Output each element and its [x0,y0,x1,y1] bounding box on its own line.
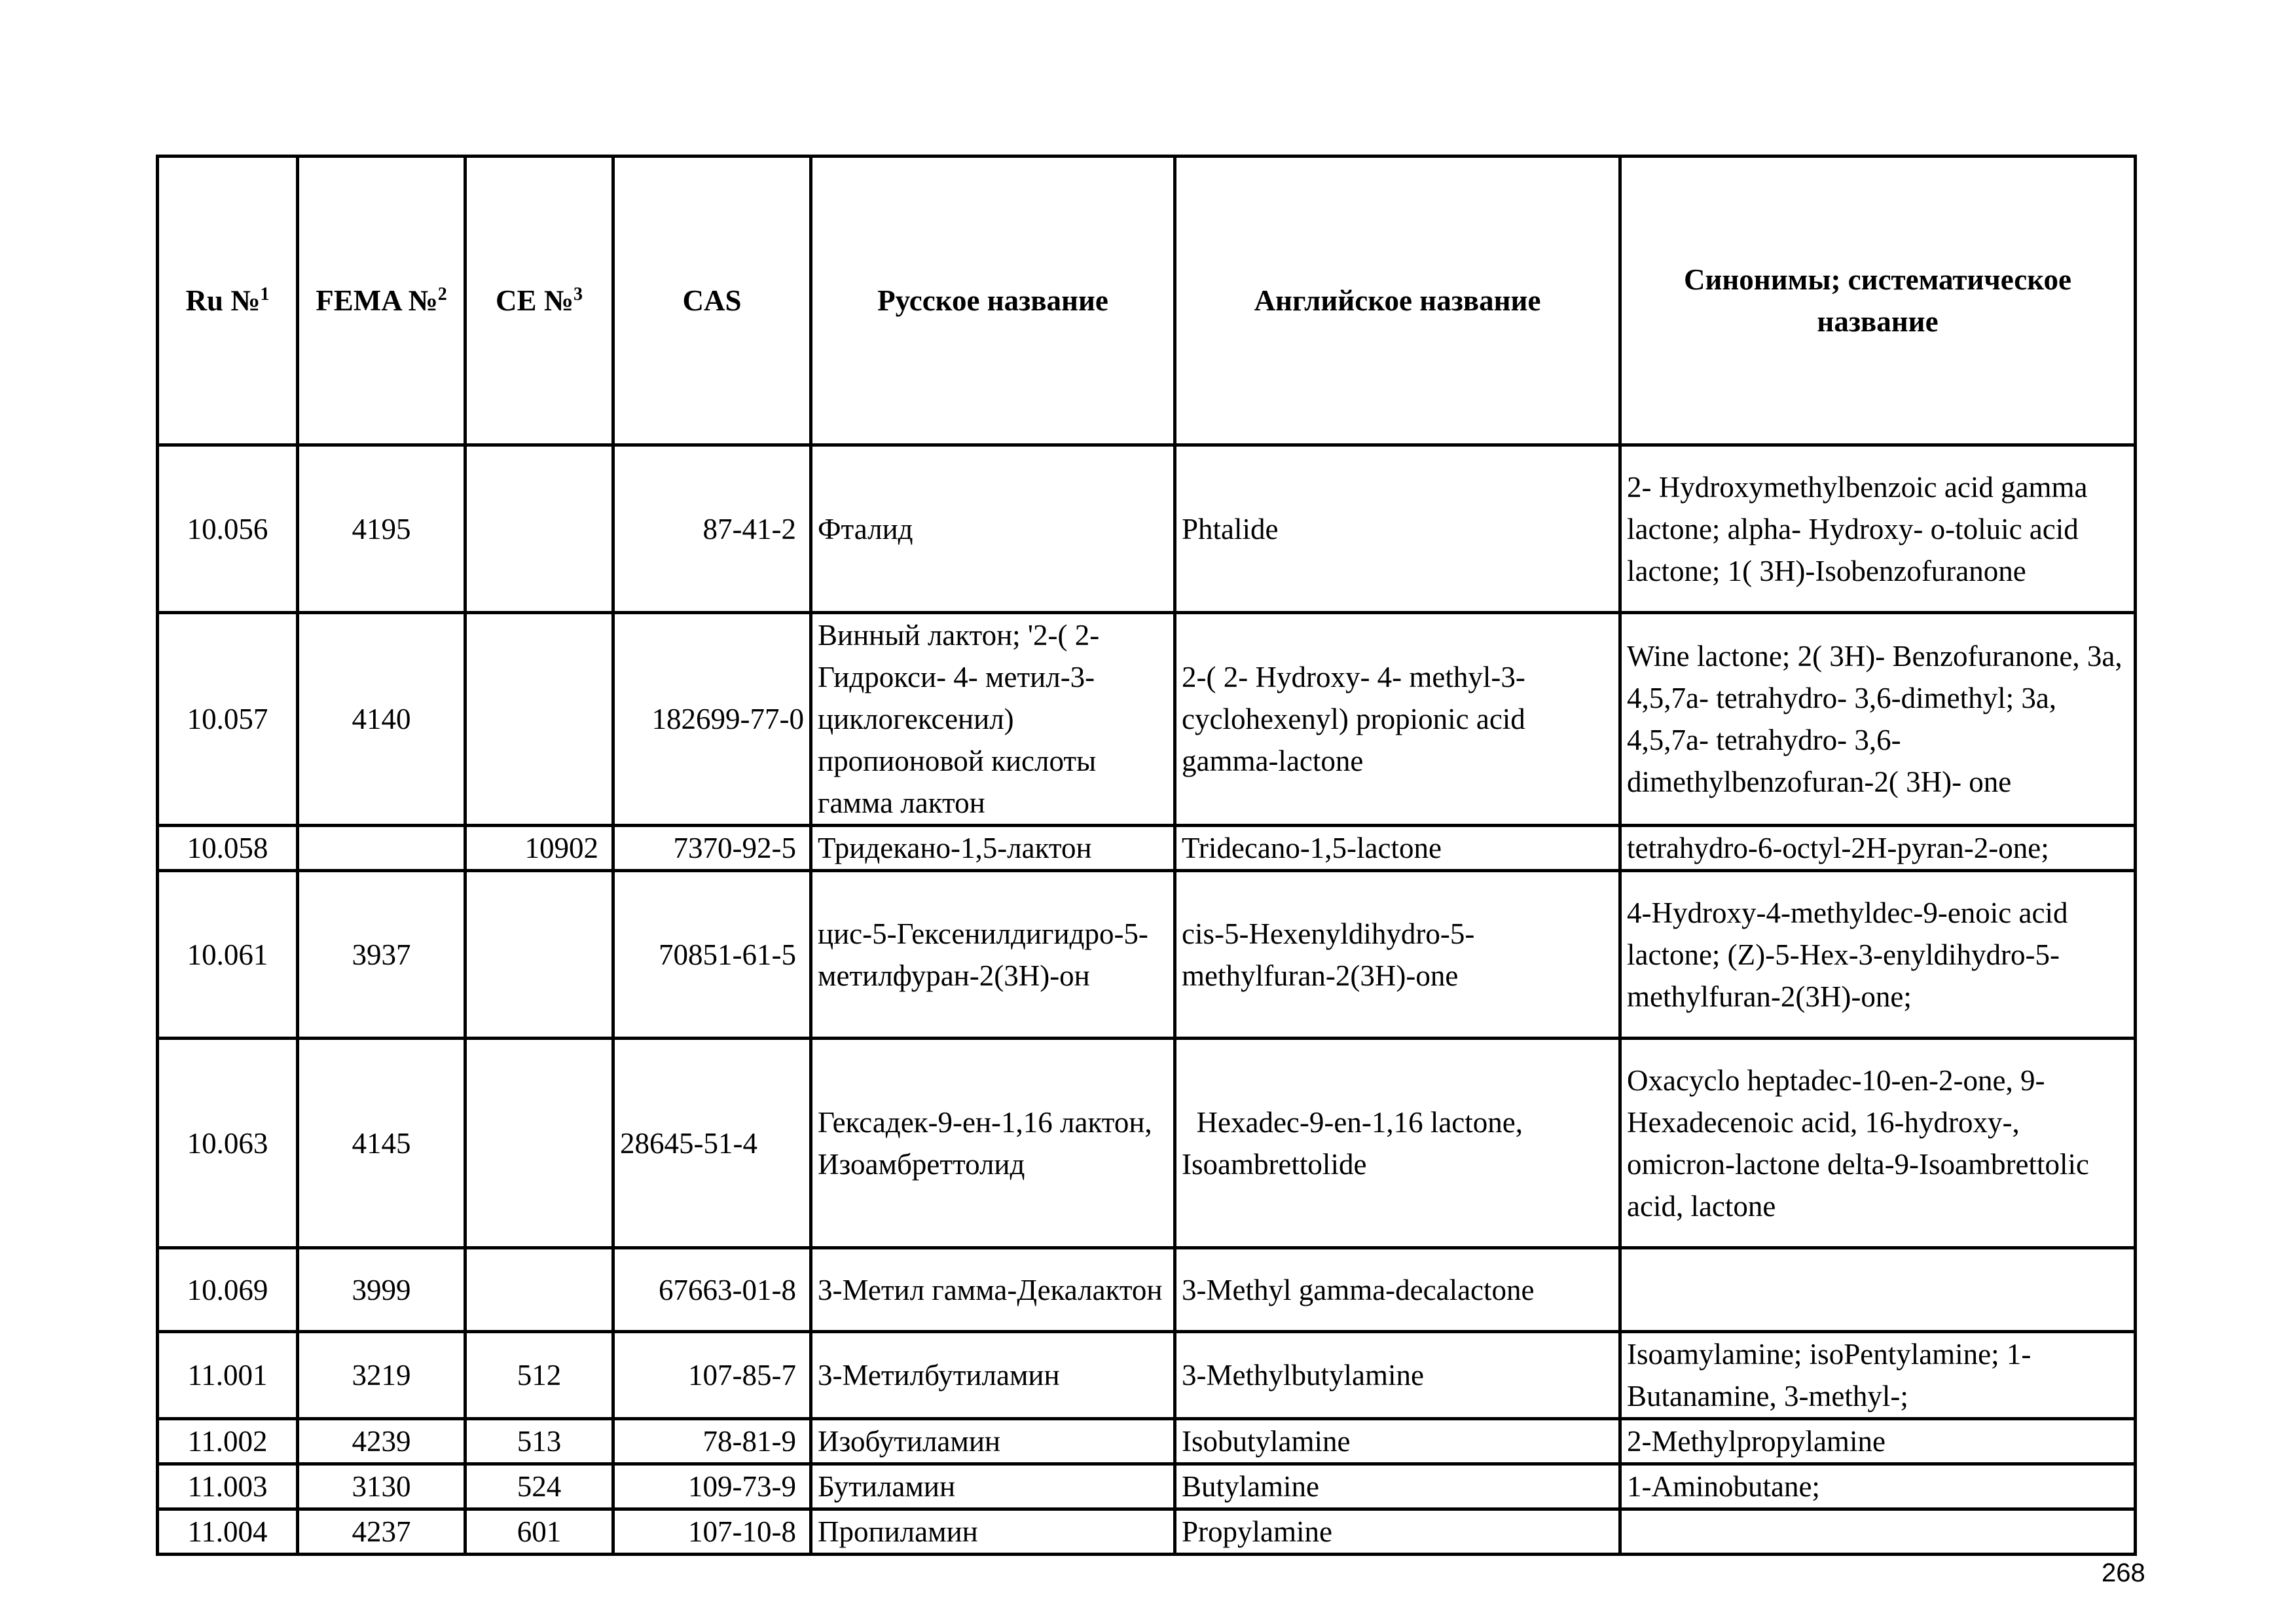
cell-ce [465,1039,613,1248]
cell-ce: 601 [465,1509,613,1555]
cell-synonyms: 1-Aminobutane; [1620,1464,2136,1509]
cell-cas: 87-41-2 [613,445,811,613]
table-row [158,871,2136,1039]
table-row [158,1248,2136,1332]
cell-fema: 4239 [298,1419,465,1464]
cell-english-name: Hexadec-9-en-1,16 lactone, Isoambrettolide [1175,1039,1620,1248]
cell-ru: 11.002 [158,1419,298,1464]
cell-fema: 4145 [298,1039,465,1248]
table-row [158,1332,2136,1419]
cell-cas: 182699-77-0 [613,613,811,826]
table-row [158,445,2136,613]
cell-english-name: cis-5-Hexenyldihydro-5-methylfuran-2(3H)-one [1175,871,1620,1039]
cell-ru: 11.001 [158,1332,298,1419]
cell-cas: 107-85-7 [613,1332,811,1419]
cell-cas: 28645-51-4 [613,1039,811,1248]
cell-russian-name: Бутиламин [811,1464,1175,1509]
cell-russian-name: 3-Метилбутиламин [811,1332,1175,1419]
cell-fema: 3937 [298,871,465,1039]
cell-english-name: 2-( 2- Hydroxy- 4- methyl-3-cyclohexenyl) propionic acid gamma-lactone [1175,613,1620,826]
cell-synonyms: Oxacyclo heptadec-10-en-2-one, 9-Hexadecenoic acid, 16-hydroxy-, omicron-lactone delta-9-Isoambrettolic acid, lactone [1620,1039,2136,1248]
table-row [158,1039,2136,1248]
flavoring-substances-table [156,155,2137,1556]
cell-english-name: Propylamine [1175,1509,1620,1555]
cell-fema [298,826,465,871]
page-number: 268 [2102,1559,2145,1587]
cell-ce [465,613,613,826]
cell-english-name: Isobutylamine [1175,1419,1620,1464]
cell-fema: 4237 [298,1509,465,1555]
cell-russian-name: Винный лактон; '2-( 2-Гидрокси- 4- метил-3-циклогексенил) пропионовой кислоты гамма лактон [811,613,1175,826]
cell-ce: 10902 [465,826,613,871]
table-row [158,1509,2136,1555]
cell-synonyms: 2-Methylpropylamine [1620,1419,2136,1464]
cell-synonyms [1620,1509,2136,1555]
cell-ce: 512 [465,1332,613,1419]
header-ce-number: CE №$^3$ [465,157,613,445]
cell-russian-name: Пропиламин [811,1509,1175,1555]
cell-english-name: Butylamine [1175,1464,1620,1509]
cell-fema: 3130 [298,1464,465,1509]
cell-english-name: Tridecano-1,5-lactone [1175,826,1620,871]
footnote-marker-1: 1 [260,284,270,304]
footnote-marker-3: 3 [573,284,583,304]
header-synonyms: Синонимы; систематическое название [1620,157,2136,445]
cell-ru: 10.063 [158,1039,298,1248]
cell-synonyms [1620,1248,2136,1332]
cell-ce [465,1248,613,1332]
cell-fema: 4140 [298,613,465,826]
cell-russian-name: Тридекано-1,5-лактон [811,826,1175,871]
cell-ce [465,445,613,613]
cell-russian-name: Фталид [811,445,1175,613]
cell-ru: 10.069 [158,1248,298,1332]
cell-cas: 109-73-9 [613,1464,811,1509]
footnote-marker-2: 2 [437,284,447,304]
cell-cas: 78-81-9 [613,1419,811,1464]
cell-synonyms: Wine lactone; 2( 3H)- Benzofuranone, 3a, 4,5,7a- tetrahydro- 3,6-dimethyl; 3a, 4,5,7a- tetrahydro- 3,6-dimethylbenzofuran-2( 3H)- one [1620,613,2136,826]
cell-english-name: Phtalide [1175,445,1620,613]
cell-ru: 10.056 [158,445,298,613]
header-english-name: Английское название [1175,157,1620,445]
cell-ce: 513 [465,1419,613,1464]
cell-russian-name: Изобутиламин [811,1419,1175,1464]
cell-fema: 3219 [298,1332,465,1419]
cell-cas: 7370-92-5 [613,826,811,871]
cell-cas: 70851-61-5 [613,871,811,1039]
cell-ru: 10.057 [158,613,298,826]
header-russian-name: Русское название [811,157,1175,445]
cell-ru: 11.004 [158,1509,298,1555]
cell-synonyms: 4-Hydroxy-4-methyldec-9-enoic acid lactone; (Z)-5-Hex-3-enyldihydro-5-methylfuran-2(3H)-one; [1620,871,2136,1039]
cell-synonyms: Isoamylamine; isoPentylamine; 1-Butanamine, 3-methyl-; [1620,1332,2136,1419]
table-row [158,613,2136,826]
header-ru-number: Ru №$^1$ [158,157,298,445]
cell-cas: 67663-01-8 [613,1248,811,1332]
table-row [158,826,2136,871]
cell-russian-name: 3-Метил гамма-Декалактон [811,1248,1175,1332]
cell-cas: 107-10-8 [613,1509,811,1555]
cell-ru: 10.058 [158,826,298,871]
header-row [158,157,2136,445]
cell-synonyms: tetrahydro-6-octyl-2H-pyran-2-one; [1620,826,2136,871]
cell-fema: 4195 [298,445,465,613]
cell-fema: 3999 [298,1248,465,1332]
cell-english-name: 3-Methylbutylamine [1175,1332,1620,1419]
cell-ru: 10.061 [158,871,298,1039]
cell-russian-name: цис-5-Гексенилдигидро-5-метилфуран-2(3Н)-он [811,871,1175,1039]
cell-synonyms: 2- Hydroxymethylbenzoic acid gamma lactone; alpha- Hydroxy- o-toluic acid lactone; 1( 3H)-Isobenzofuranone [1620,445,2136,613]
table-row [158,1419,2136,1464]
cell-english-name: 3-Methyl gamma-decalactone [1175,1248,1620,1332]
table-row [158,1464,2136,1509]
cell-ce: 524 [465,1464,613,1509]
cell-ru: 11.003 [158,1464,298,1509]
header-fema-number: FEMA №$^2$ [298,157,465,445]
cell-russian-name: Гексадек-9-ен-1,16 лактон, Изоамбреттолид [811,1039,1175,1248]
cell-ce [465,871,613,1039]
header-cas: CAS [613,157,811,445]
